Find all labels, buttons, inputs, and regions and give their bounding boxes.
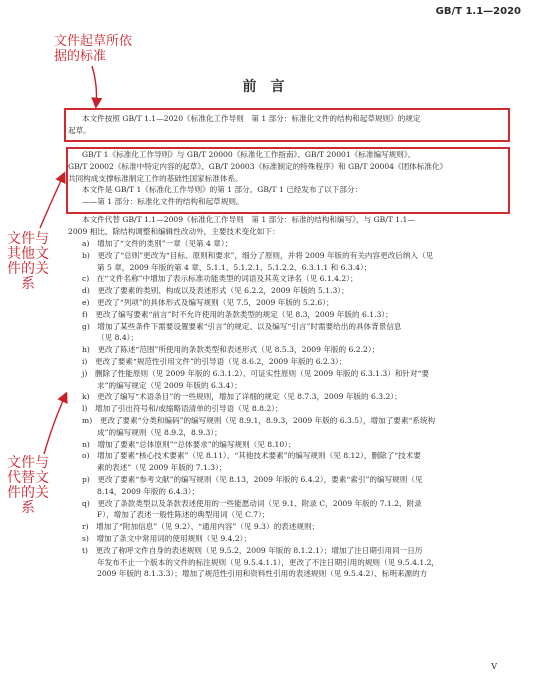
- list-item: p) 更改了要素“参考文献”的编写规则（见 8.13，2009 年版的 6.4.2），要素“索引”的编写规则（见: [82, 474, 423, 484]
- list-item: s) 增加了条文中常用词的使用规则（见 9.4.2）；: [82, 533, 252, 543]
- list-item-continuation: 素的表述”（见 2009 年版的 7.1.3）；: [97, 463, 227, 473]
- standard-code: GB/T 1.1—2020: [435, 6, 521, 17]
- list-item: l) 增加了引出符号和/或缩略语清单的引导语（见 8.8.2）；: [82, 404, 283, 414]
- list-item: i) 更改了要素“规范性引用文件”的引导语（见 8.6.2，2009 年版的 6.2.3）；: [82, 356, 347, 366]
- list-item: o) 增加了要素“核心技术要素”（见 8.11）、“其他技术要素”的编写规则（见 8.12），删除了“技术要: [82, 451, 421, 461]
- list-item: r) 增加了“附加信息”（见 9.2）、“通用内容”（见 9.3）的表述规则；: [82, 522, 320, 532]
- text-line: 本文件代替 GB/T 1.1—2009《标准化工作导则 第 1 部分：标准的结构和编写》，与 GB/T 1.1—: [82, 215, 415, 224]
- annotation-basis: 文件起草所依据的标准: [54, 34, 133, 64]
- list-item-continuation: （见 8.4）；: [97, 333, 139, 343]
- list-item-continuation: 第 5 章，2009 年版的第 4 章、5.1.1、5.1.2.1、5.1.2.2、6.3.1.1 和 6.3.4）；: [97, 262, 372, 272]
- arrow-relation-other: [40, 174, 64, 228]
- annotation-relation-replace: 文件与代替文件的关系: [7, 455, 49, 516]
- list-item-continuation: 年发布不止一个版本的文件的标注规则（见 9.5.4.1.1），更改了不注日期引用的规则（见 9.5.4.1.2，: [97, 557, 440, 567]
- text-line: ——第 1 部分：标准化文件的结构和起草规则。: [82, 197, 244, 207]
- paragraph-relation: [68, 149, 508, 208]
- paragraph-basis: [68, 113, 508, 137]
- text-line: 起草。: [68, 125, 91, 135]
- arrow-relation-replace: [44, 394, 66, 454]
- text-line: 共同构成支撑标准制定工作的基础性国家标准体系。: [68, 173, 243, 183]
- text-line: 本文件是 GB/T 1《标准化工作导则》的第 1 部分。GB/T 1 已经发布了以下部分：: [82, 185, 363, 195]
- paragraph-replace: [68, 214, 508, 238]
- text-line: GB/T 1《标准化工作导则》与 GB/T 20000《标准化工作指南》、GB/T 20001《标准编写规则》、: [82, 150, 416, 159]
- list-item: c) 在“文件名称”中增加了表示标准功能类型的词语及其英文译名（见 6.1.4.2）；: [82, 274, 358, 284]
- list-item: a) 增加了“文件的类别”一章（见第 4 章）；: [82, 239, 233, 248]
- list-item: q) 更改了条款类型以及条款表述使用的一些能愿动词（见 9.1、附录 C，2009 年版的 7.1.2、附录: [82, 498, 422, 508]
- page-title: 前言: [242, 79, 299, 95]
- list-item-continuation: F），增加了表述一般性陈述的典型用词（见 C.7）；: [97, 510, 270, 520]
- list-item-continuation: 8.14，2009 年版的 6.4.3）；: [97, 486, 200, 496]
- list-item: h) 更改了陈述“范围”所使用的条款类型和表述形式（见 8.5.3，2009 年版的 6.2.2）；: [82, 345, 380, 355]
- list-item: f) 更改了编写要素“前言”时不允许使用的条款类型的规定（见 8.3，2009 年版的 6.1.3）；: [82, 309, 393, 319]
- list-item: g) 增加了某些条件下需要设置要素“引言”的规定、以及编写“引言”时需要给出的具体背景信息: [82, 321, 402, 331]
- list-item: j) 删除了性能原则（见 2009 年版的 6.3.1.2）、可证实性原则（见 2009 年版的 6.3.1.3）和针对“要: [82, 368, 430, 378]
- text-line: 本文件按照 GB/T 1.1—2020《标准化工作导则 第 1 部分：标准化文件的结构和起草规则》的规定: [82, 114, 421, 123]
- list-item: e) 更改了“列项”的具体形式及编写规则（见 7.5，2009 年版的 5.2.6）；: [82, 297, 334, 307]
- text-line: GB/T 20002《标准中特定内容的起草》、GB/T 20003《标准制定的特殊程序》和 GB/T 20004《团体标准化》: [68, 161, 448, 171]
- list-item: k) 更改了编写“术语条目”的一些规则，增加了详细的规定（见 8.7.3，2009 年版的 6.3.2）；: [82, 392, 402, 402]
- list-item-continuation: 2009 年版的 8.1.3.3）；增加了规范性引用和资料性引用的表述规则（见 9.5.4.2）、标明来源的方: [97, 569, 428, 579]
- list-item: t) 更改了称呼文件自身的表述规则（见 9.5.2，2009 年版的 8.1.2.1）；增加了注日期引用同一日历: [82, 545, 423, 555]
- list-item: m) 更改了要素“分类和编码”的编写规则（见 8.9.1，8.9.3，2009 年版的 6.3.5），增加了要素“系统构: [82, 415, 436, 425]
- text-line: 2009 相比，除结构调整和编辑性改动外，主要技术变化如下：: [68, 226, 280, 236]
- page-number: V: [491, 662, 497, 671]
- list-item-continuation: 成”的编写规则（见 8.9.2，8.9.3）；: [97, 427, 222, 437]
- list-item: b) 更改了“总则”更改为“目标、原则和要求”，细分了原则，并将 2009 年版的有关内容更改后纳入（见: [82, 250, 434, 260]
- change-list: [68, 238, 508, 580]
- annotation-relation-other: 文件与其他文件的关系: [7, 231, 49, 292]
- list-item: d) 更改了要素的类别、构成以及表述形式（见 6.2.2，2009 年版的 5.1.3）；: [82, 286, 349, 296]
- list-item-continuation: 求”的编写规定（见 2009 年版的 6.3.4）；: [97, 380, 242, 390]
- list-item: n) 增加了要素“总体原则”“总体要求”的编写规则（见 8.10）；: [82, 439, 296, 449]
